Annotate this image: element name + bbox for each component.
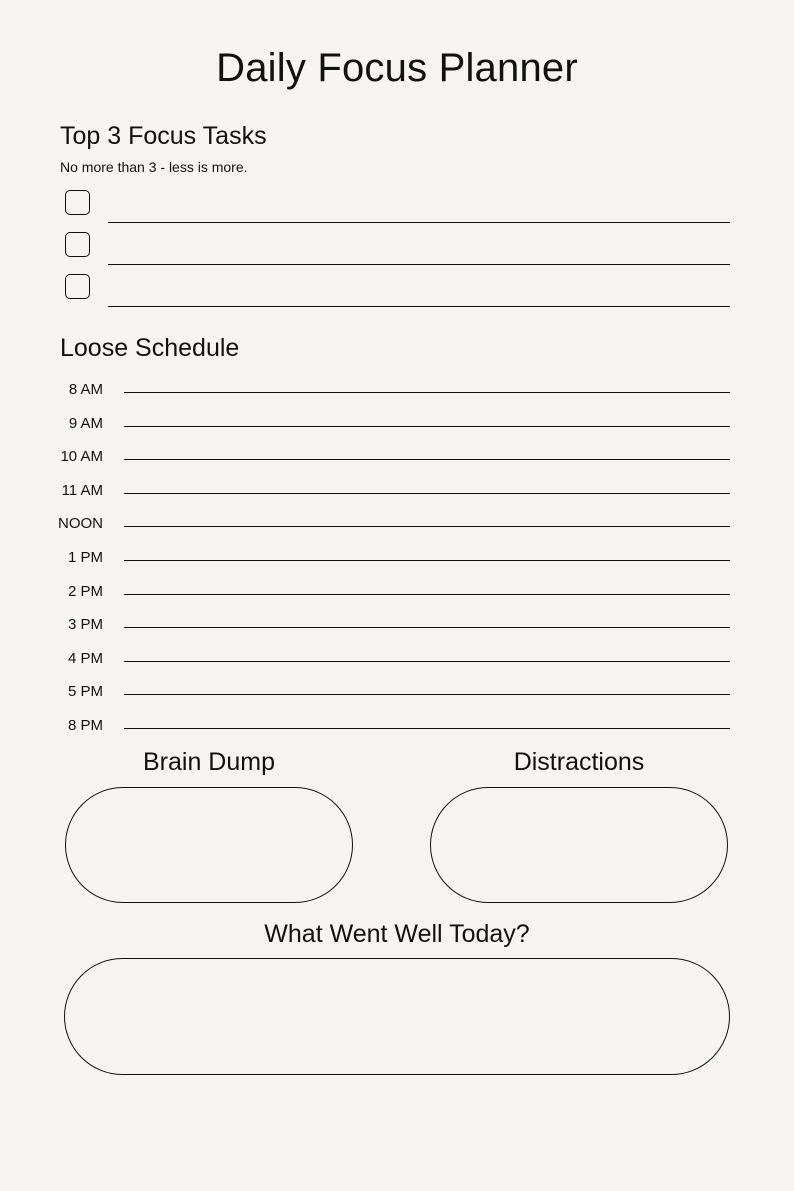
- schedule-line[interactable]: [124, 459, 730, 460]
- distractions-box[interactable]: [430, 787, 728, 903]
- schedule-heading: Loose Schedule: [60, 334, 240, 362]
- schedule-time-label: 2 PM: [67, 583, 103, 600]
- schedule-time-label: 4 PM: [67, 650, 103, 667]
- schedule-row: [40, 582, 730, 602]
- schedule-line[interactable]: [124, 594, 730, 595]
- schedule-time-label: 8 PM: [67, 717, 103, 734]
- task-checkbox-2[interactable]: [65, 232, 90, 257]
- distractions-heading: Distractions: [513, 748, 645, 776]
- schedule-line[interactable]: [124, 661, 730, 662]
- schedule-row: [40, 615, 730, 635]
- task-checkbox-3[interactable]: [65, 274, 90, 299]
- schedule-row: [40, 414, 730, 434]
- schedule-time-label: 1 PM: [67, 549, 103, 566]
- schedule-row: [40, 548, 730, 568]
- focus-task-row: [65, 190, 730, 226]
- focus-task-row: [65, 274, 730, 310]
- schedule-time-label: 10 AM: [60, 448, 103, 465]
- schedule-time-label: 9 AM: [68, 415, 103, 432]
- schedule-row: [40, 447, 730, 467]
- schedule-line[interactable]: [124, 627, 730, 628]
- schedule-line[interactable]: [124, 392, 730, 393]
- schedule-time-label: 3 PM: [67, 616, 103, 633]
- schedule-row: [40, 514, 730, 534]
- schedule-time-label: 5 PM: [67, 683, 103, 700]
- page-title: Daily Focus Planner: [216, 46, 578, 90]
- schedule-line[interactable]: [124, 694, 730, 695]
- task-line-3[interactable]: [108, 306, 730, 307]
- schedule-row: [40, 716, 730, 736]
- schedule-line[interactable]: [124, 526, 730, 527]
- schedule-time-label: NOON: [58, 515, 103, 532]
- schedule-line[interactable]: [124, 728, 730, 729]
- schedule-time-label: 11 AM: [61, 482, 103, 499]
- focus-tasks-heading: Top 3 Focus Tasks: [60, 122, 267, 150]
- brain-dump-heading: Brain Dump: [143, 748, 275, 776]
- schedule-line[interactable]: [124, 493, 730, 494]
- focus-task-row: [65, 232, 730, 268]
- task-line-1[interactable]: [108, 222, 730, 223]
- went-well-heading: What Went Well Today?: [264, 920, 530, 948]
- schedule-line[interactable]: [124, 560, 730, 561]
- schedule-time-label: 8 AM: [68, 381, 103, 398]
- task-checkbox-1[interactable]: [65, 190, 90, 215]
- went-well-box[interactable]: [64, 958, 730, 1075]
- schedule-row: [40, 649, 730, 669]
- schedule-row: [40, 380, 730, 400]
- brain-dump-box[interactable]: [65, 787, 353, 903]
- schedule-row: [40, 481, 730, 501]
- schedule-line[interactable]: [124, 426, 730, 427]
- focus-tasks-subtitle: No more than 3 - less is more.: [60, 159, 248, 175]
- task-line-2[interactable]: [108, 264, 730, 265]
- schedule-row: [40, 682, 730, 702]
